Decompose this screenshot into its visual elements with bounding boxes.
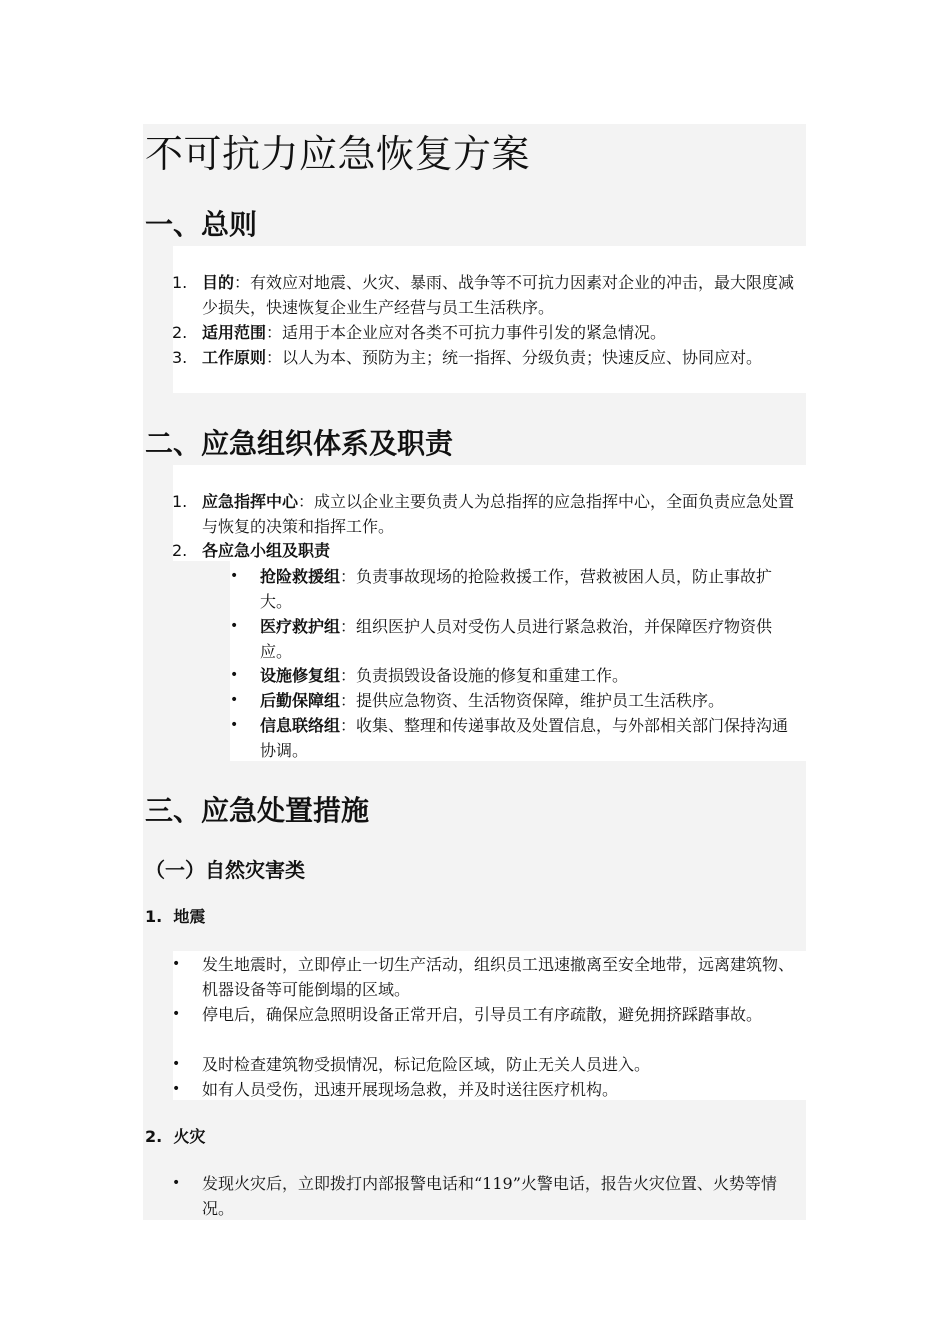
item-text: 以人为本、预防为主；统一指挥、分级负责；快速反应、协同应对。 — [282, 348, 763, 367]
section-heading: 一、总则 — [145, 208, 258, 241]
bullet: • — [172, 956, 181, 972]
bullet: • — [172, 1175, 181, 1191]
group-label: 信息联络组 — [260, 716, 341, 735]
group-item — [230, 713, 800, 763]
group-item — [230, 663, 800, 688]
group-label: 医疗救护组 — [260, 617, 341, 636]
list-number: 1. — [172, 273, 188, 292]
group-text: 提供应急物资、生活物资保障，维护员工生活秩序。 — [356, 691, 725, 710]
list-item — [172, 320, 802, 345]
bullet: • — [230, 618, 239, 634]
item-label: 适用范围 — [202, 323, 267, 342]
colon: ： — [340, 666, 357, 685]
group-label: 抢险救援组 — [260, 567, 341, 586]
bullet-text: 如有人员受伤，迅速开展现场急救，并及时送往医疗机构。 — [202, 1080, 619, 1099]
bullet-text: 发现火灾后，立即拨打内部报警电话和“119”火警电话，报告火灾位置、火势等情况。 — [202, 1174, 777, 1218]
list-item — [172, 345, 802, 370]
list-item — [172, 270, 802, 320]
section-heading: 三、应急处置措施 — [145, 794, 370, 827]
group-text: 负责事故现场的抢险救援工作，营救被困人员，防止事故扩大。 — [260, 567, 773, 611]
bullet: • — [230, 717, 239, 733]
list-number: 1. — [172, 492, 188, 511]
bullet: • — [230, 568, 239, 584]
list-number: 2. — [172, 323, 188, 342]
measure-title: 2. 火灾 — [145, 1127, 206, 1146]
group-item — [230, 614, 800, 664]
measure-bullet — [172, 952, 802, 1002]
measure-title: 1. 地震 — [145, 907, 206, 926]
content-background — [143, 465, 173, 561]
bullet: • — [230, 692, 239, 708]
list-item — [172, 538, 802, 563]
subsection-heading: （一）自然灾害类 — [145, 858, 305, 882]
item-text: 有效应对地震、火灾、暴雨、战争等不可抗力因素对企业的冲击，最大限度减少损失，快速恢复企业生产经营与员工生活秩序。 — [202, 273, 795, 317]
bullet: • — [172, 1056, 181, 1072]
item-text: 成立以企业主要负责人为总指挥的应急指挥中心，全面负责应急处置与恢复的决策和指挥工作。 — [202, 492, 795, 536]
list-number: 3. — [172, 348, 188, 367]
bullet: • — [172, 1006, 181, 1022]
section-heading: 二、应急组织体系及职责 — [145, 427, 454, 460]
list-item — [172, 489, 802, 539]
item-label: 各应急小组及职责 — [202, 541, 331, 560]
group-text: 收集、整理和传递事故及处置信息，与外部相关部门保持沟通协调。 — [260, 716, 789, 760]
group-label: 后勤保障组 — [260, 691, 341, 710]
colon: ： — [234, 273, 251, 292]
content-background — [143, 246, 173, 393]
bullet: • — [230, 667, 239, 683]
group-item — [230, 564, 800, 614]
group-item — [230, 688, 800, 713]
measure-bullet — [172, 1077, 802, 1102]
bullet-text: 停电后，确保应急照明设备正常开启，引导员工有序疏散，避免拥挤踩踏事故。 — [202, 1005, 763, 1024]
colon: ： — [266, 348, 283, 367]
item-label: 目的 — [202, 273, 235, 292]
colon: ： — [266, 323, 283, 342]
item-label: 应急指挥中心 — [202, 492, 299, 511]
colon: ： — [340, 716, 357, 735]
colon: ： — [340, 691, 357, 710]
list-number: 2. — [172, 541, 188, 560]
bullet-text: 发生地震时，立即停止一切生产活动，组织员工迅速撤离至安全地带，远离建筑物、机器设备等可能倒塌的区域。 — [202, 955, 795, 999]
page-title: 不可抗力应急恢复方案 — [145, 132, 531, 176]
item-label: 工作原则 — [202, 348, 267, 367]
measure-bullet — [172, 1052, 802, 1077]
colon: ： — [340, 567, 357, 586]
content-background — [143, 951, 173, 1101]
group-text: 负责损毁设备设施的修复和重建工作。 — [356, 666, 629, 685]
measure-bullet — [172, 1171, 802, 1221]
content-background — [143, 561, 230, 761]
colon: ： — [298, 492, 315, 511]
group-label: 设施修复组 — [260, 666, 341, 685]
group-text: 组织医护人员对受伤人员进行紧急救治，并保障医疗物资供应。 — [260, 617, 773, 661]
item-text: 适用于本企业应对各类不可抗力事件引发的紧急情况。 — [282, 323, 667, 342]
colon: ： — [340, 617, 357, 636]
bullet: • — [172, 1081, 181, 1097]
bullet-text: 及时检查建筑物受损情况，标记危险区域，防止无关人员进入。 — [202, 1055, 651, 1074]
measure-bullet — [172, 1002, 802, 1027]
